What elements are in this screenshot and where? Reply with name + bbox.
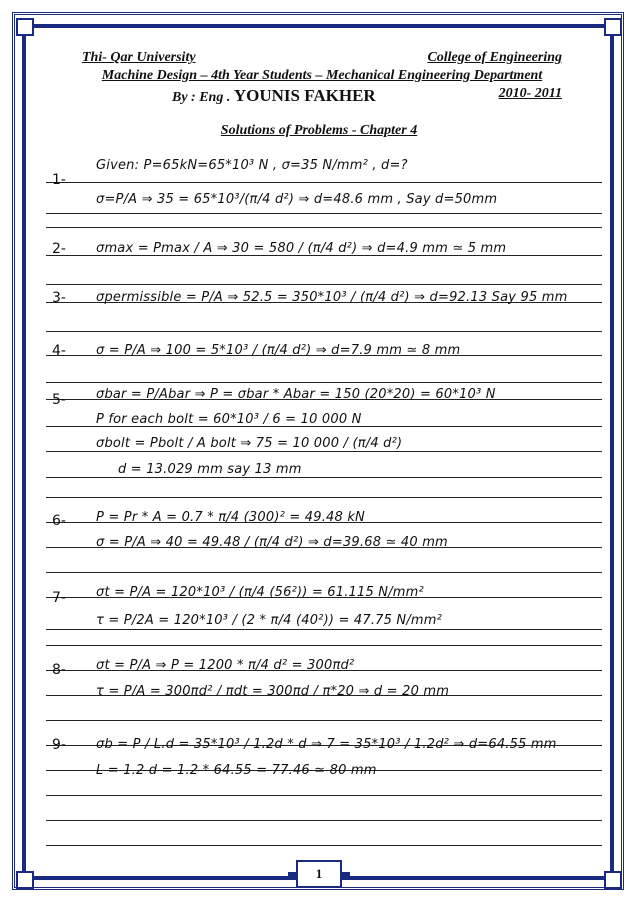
ruled-line	[46, 497, 602, 498]
document-header	[82, 50, 562, 108]
solution-line: τ = P/A = 300πd² / πdt = 300πd / π*20 ⇒ d = 20 mm	[96, 684, 450, 699]
ruled-line	[46, 213, 602, 214]
author-prefix: By : Eng .	[172, 90, 231, 105]
solution-line: σ = P/A ⇒ 40 = 49.48 / (π/4 d²) ⇒ d=39.68 ≃ 40 mm	[96, 535, 448, 550]
solution-line: σt = P/A ⇒ P = 1200 * π/4 d² = 300πd²	[96, 658, 355, 673]
ruled-line	[46, 629, 602, 630]
solution-line: L = 1.2 d = 1.2 * 64.55 = 77.46 ≃ 80 mm	[96, 763, 377, 778]
problem-number: 9-	[52, 737, 66, 753]
solution-line: σ=P/A ⇒ 35 = 65*10³/(π/4 d²) ⇒ d=48.6 mm , Say d=50mm	[96, 192, 498, 207]
corner-ornament	[16, 18, 34, 36]
solution-line: σ = P/A ⇒ 100 = 5*10³ / (π/4 d²) ⇒ d=7.9 mm ≃ 8 mm	[96, 343, 461, 358]
problem-number: 8-	[52, 662, 66, 678]
solution-line: σmax = Pmax / A ⇒ 30 = 580 / (π/4 d²) ⇒ d=4.9 mm ≃ 5 mm	[96, 241, 507, 256]
ruled-line	[46, 182, 602, 183]
solution-line: σb = P / L.d = 35*10³ / 1.2d * d ⇒ 7 = 35*10³ / 1.2d² ⇒ d=64.55 mm	[96, 737, 557, 752]
ruled-line	[46, 331, 602, 332]
solution-line: Given: P=65kN=65*10³ N , σ=35 N/mm² , d=?	[96, 158, 408, 173]
ruled-line	[46, 382, 602, 383]
problem-number: 3-	[52, 290, 66, 306]
solution-line: τ = P/2A = 120*10³ / (2 * π/4 (40²)) = 47.75 N/mm²	[96, 613, 443, 628]
solution-line: σbolt = Pbolt / A bolt ⇒ 75 = 10 000 / (π/4 d²)	[96, 436, 403, 451]
problem-number: 7-	[52, 590, 66, 606]
solution-line: σbar = P/Abar ⇒ P = σbar * Abar = 150 (20*20) = 60*10³ N	[96, 387, 496, 402]
ruled-line	[46, 845, 602, 846]
college-name: College of Engineering	[427, 50, 562, 65]
ruled-line	[46, 572, 602, 573]
problem-number: 2-	[52, 241, 66, 257]
author-name: YOUNIS FAKHER	[233, 86, 376, 105]
ruled-line	[46, 451, 602, 452]
solution-line: σt = P/A = 120*10³ / (π/4 (56²)) = 61.115 N/mm²	[96, 585, 424, 600]
author	[172, 86, 376, 106]
ruled-line	[46, 227, 602, 228]
ruled-line	[46, 645, 602, 646]
ruled-line	[46, 477, 602, 478]
solution-line: σpermissible = P/A ⇒ 52.5 = 350*10³ / (π/4 d²) ⇒ d=92.13 Say 95 mm	[96, 290, 568, 305]
problem-number: 1-	[52, 172, 66, 188]
problem-number: 6-	[52, 513, 66, 529]
university-name: Thi- Qar University	[82, 50, 196, 65]
solution-line: d = 13.029 mm say 13 mm	[118, 462, 302, 477]
ruled-line	[46, 795, 602, 796]
course-line: Machine Design – 4th Year Students – Mechanical Engineering Department	[101, 68, 543, 83]
ruled-line	[46, 284, 602, 285]
ruled-line	[46, 820, 602, 821]
problem-number: 5-	[52, 392, 66, 408]
corner-ornament	[604, 18, 622, 36]
academic-year: 2010- 2011	[498, 86, 562, 101]
page-number: 1	[296, 860, 342, 888]
corner-ornament	[16, 871, 34, 889]
problem-number: 4-	[52, 343, 66, 359]
solution-line: P = Pr * A = 0.7 * π/4 (300)² = 49.48 kN	[96, 510, 365, 525]
ruled-line	[46, 720, 602, 721]
corner-ornament	[604, 871, 622, 889]
page-title: Solutions of Problems - Chapter 4	[220, 123, 418, 138]
solution-line: P for each bolt = 60*10³ / 6 = 10 000 N	[96, 412, 362, 427]
